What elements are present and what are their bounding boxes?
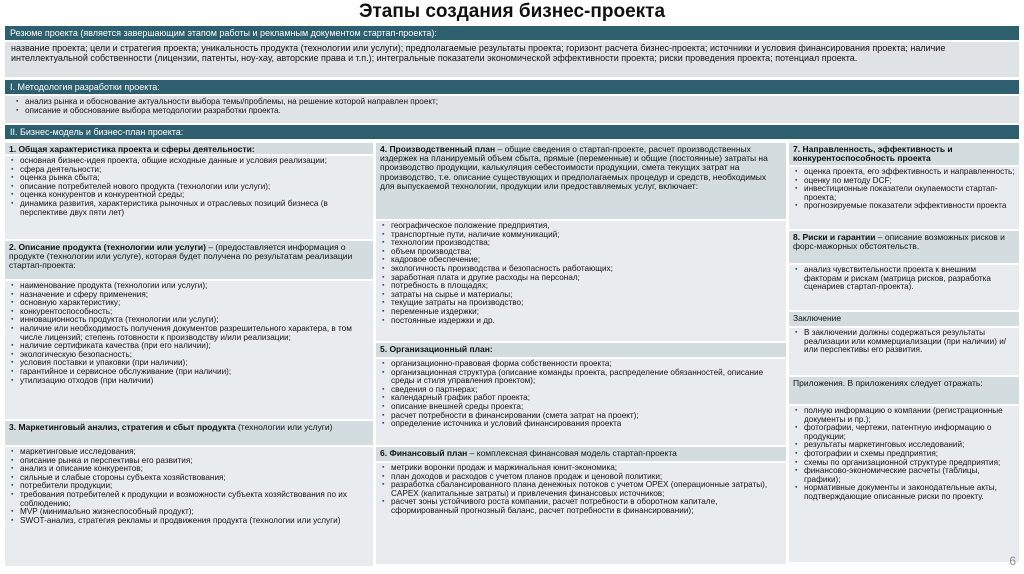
- list-item: ▪ описание потребителей нового продукта (технологии или услуги);: [20, 183, 370, 192]
- list-item: ▪ маркетинговые исследования;: [20, 448, 370, 457]
- list-item: ▪ инновационность продукта (технологии или услуги);: [20, 316, 370, 325]
- list-item: ▪ расчет потребности в финансировании (смета затрат на проект);: [391, 412, 783, 421]
- list-item: ▪ гарантийное и сервисное обслуживание (при наличии);: [20, 368, 370, 377]
- section-7-header: 7. Направленность, эффективность и конкурентоспособность проекта: [789, 143, 1019, 167]
- list-item: ▪ технологии производства;: [391, 239, 783, 248]
- list-item: ▪ оценка рынка сбыта;: [20, 174, 370, 183]
- list-item: ▪ постоянные издержки и др.: [391, 317, 783, 326]
- list-item: ▪ инвестиционные показатели окупаемости стартап-проекта;: [804, 185, 1016, 202]
- section-2-body: [5, 281, 373, 421]
- list-item: ▪ описание внешней среды проекта;: [391, 403, 783, 412]
- appendix-body: [789, 406, 1019, 564]
- list-item: ▪ наличие сертификата качества (при его наличии);: [20, 342, 370, 351]
- list-item: ▪ требования потребителей к продукции и возможности субъекта хозяйствования по их соблюдению;: [20, 491, 370, 508]
- list-item: ▪ описание рынка и перспективы его развития;: [20, 457, 370, 466]
- methodology-header: I. Методология разработки проекта:: [5, 80, 1019, 94]
- list-item: ▪ расчет зоны устойчивого роста компании, расчет потребности в оборотном капитале, сформированный прогнозный баланс, расчет потребности в финансировании);: [391, 498, 783, 515]
- section-6-header: 6. Финансовый план – комплексная финансовая модель стартап-проекта: [376, 447, 786, 463]
- list-item: ▪ динамика развития, характеристика рыночных и отраслевых позиций бизнеса (в перспективе двух пяти лет): [20, 200, 370, 217]
- section-1-header: 1. Общая характеристика проекта и сферы деятельности:: [5, 143, 373, 156]
- column-2: [376, 143, 786, 574]
- list-item: ▪ анализ чувствительности проекта к внешним факторам и рискам (матрица рисков, разработка сценариев стартап-проекта).: [804, 266, 1016, 292]
- list-item: ▪ прогнозируемые показатели эффективности проекта: [804, 202, 1016, 211]
- list-item: ▪ фотографии и схемы предприятия;: [804, 450, 1016, 459]
- list-item: ▪ объем производства;: [391, 248, 783, 257]
- conclusion-body: [789, 328, 1019, 377]
- list-item: ▪ экологическую безопасность;: [20, 351, 370, 360]
- section-8-body: [789, 265, 1019, 312]
- page-number: 6: [1009, 554, 1016, 568]
- list-item: ▪ утилизацию отходов (при наличии): [20, 377, 370, 386]
- list-item: ▪ календарный график работ проекта;: [391, 394, 783, 403]
- list-item: ▪ основная бизнес-идея проекта, общие исходные данные и условия реализации;: [20, 157, 370, 166]
- section-3-body: [5, 447, 373, 568]
- section-7-body: [789, 167, 1019, 231]
- resume-text: название проекта; цели и стратегия проекта; уникальность продукта (технологии или услуги); предполагаемые результаты проекта; горизонт расчета бизнес-проекта; источники и условия финансирования проекта; наличие интеллектуальной собственности (лицензии, патенты, ноу-хау, авторские права и т.п.); интегральные показатели экономической эффективности проекта; риски проведения проекта; потенциал проекта.: [5, 42, 1019, 77]
- list-item: ▪ анализ и описание конкурентов;: [20, 465, 370, 474]
- list-item: ▪ оценка проекта, его эффективность и направленность;: [804, 168, 1016, 177]
- section-4-header: 4. Производственный план – общие сведения о стартап-проекте, расчет производственных издержек на планируемый объем сбыта, прямые (переменные) и общие (постоянные) затраты на производство продукции, калькуляция себестоимости продукции, смета текущих затрат на производство, т.е. описание существующих и предполагаемых процедур и средств, необходимых для выпускаемой технологии, продукции или предоставляемых услуг, включает:: [376, 143, 786, 221]
- section-1-body: [5, 156, 373, 241]
- section-2-header: 2. Описание продукта (технологии или услуги) – (предоставляется информация о продукте (технологии или услуге), которая будет получена по результатам реализации стартап-проекта:: [5, 241, 373, 281]
- list-item: ▪ результаты маркетинговых исследований;: [804, 441, 1016, 450]
- list-item: ▪ сфера деятельности;: [20, 166, 370, 175]
- list-item: ▪ SWOT-анализ, стратегия рекламы и продвижения продукта (технологии или услуги): [20, 517, 370, 526]
- list-item: ▪ сильные и слабые стороны субъекта хозяйствования;: [20, 474, 370, 483]
- section-5-body: [376, 359, 786, 447]
- column-3: [789, 143, 1019, 574]
- list-item: ▪ условия поставки и упаковки (при наличии);: [20, 359, 370, 368]
- list-item: ▪ полную информацию о компании (регистрационные документы и пр.);: [804, 407, 1016, 424]
- list-item: ▪ организационная структура (описание команды проекта, распределение обязанностей, описание среды и стиля управления проектом);: [391, 369, 783, 386]
- list-item: ▪ наличие или необходимость получения документов разрешительного характера, в том числе лицензий; степень готовности к производству и/или реализации;: [20, 325, 370, 342]
- list-item: ▪ финансово-экономические расчеты (таблицы, графики);: [804, 467, 1016, 484]
- list-item: ▪ основную характеристику;: [20, 299, 370, 308]
- list-item: ▪ нормативные документы и законодательные акты, подтверждающие описанные риски по проекту.: [804, 484, 1016, 501]
- list-item: ▪ описание и обоснование выбора методологии разработки проекта.: [25, 107, 1013, 116]
- list-item: ▪ затраты на сырье и материалы;: [391, 291, 783, 300]
- list-item: ▪ заработная плата и другие расходы на персонал;: [391, 274, 783, 283]
- list-item: ▪ транспортные пути, наличие коммуникаций;: [391, 231, 783, 240]
- list-item: ▪ назначение и сферу применения;: [20, 291, 370, 300]
- section-8-header: 8. Риски и гарантии – описание возможных рисков и форс-мажорных обстоятельств.: [789, 231, 1019, 265]
- list-item: ▪ наименование продукта (технологии или услуги);: [20, 282, 370, 291]
- list-item: ▪ текущие затраты на производство;: [391, 299, 783, 308]
- list-item: ▪ схемы по организационной структуре предприятия;: [804, 459, 1016, 468]
- list-item: ▪ оценку по методу DCF;: [804, 177, 1016, 186]
- list-item: ▪ потребность в площадях;: [391, 282, 783, 291]
- section-6-body: [376, 463, 786, 566]
- section-3-header: 3. Маркетинговый анализ, стратегия и сбыт продукта (технологии или услуги): [5, 421, 373, 447]
- list-item: ▪ MVP (минимально жизнеспособный продукт);: [20, 508, 370, 517]
- list-item: ▪ определение источника и условий финансирования проекта: [391, 420, 783, 429]
- list-item: ▪ В заключении должны содержаться результаты реализации или коммерциализации (при наличии) и/или перспективы его развития.: [804, 329, 1016, 355]
- list-item: ▪ кадровое обеспечение;: [391, 256, 783, 265]
- page-title: Этапы создания бизнес-проекта: [358, 1, 666, 22]
- list-item: ▪ анализ рынка и обоснование актуальности выбора темы/проблемы, на решение которой направлен проект;: [25, 98, 1013, 107]
- list-item: ▪ метрики воронки продаж и маржинальная юнит-экономика;: [391, 464, 783, 473]
- list-item: ▪ потребители продукции;: [20, 482, 370, 491]
- list-item: ▪ организационно-правовая форма собственности проекта;: [391, 360, 783, 369]
- list-item: ▪ конкурентоспособность;: [20, 308, 370, 317]
- methodology-list: [5, 96, 1019, 123]
- list-item: ▪ разработка сбалансированного плана денежных потоков с учетом OPEX (операционные затраты), CAPEX (капитальные затраты) и привлечения финансовых источников;: [391, 481, 783, 498]
- section-4-body: [376, 221, 786, 343]
- business-model-header: II. Бизнес-модель и бизнес-план проекта:: [5, 125, 1019, 139]
- resume-header: Резюме проекта (является завершающим этапом работы и рекламным документом стартап-проекта):: [5, 26, 1019, 40]
- list-item: ▪ оценка конкурентов и конкурентной среды;: [20, 191, 370, 200]
- list-item: ▪ план доходов и расходов с учетом планов продаж и ценовой политики;: [391, 473, 783, 482]
- list-item: ▪ географическое положение предприятия,: [391, 222, 783, 231]
- list-item: ▪ переменные издержки;: [391, 308, 783, 317]
- list-item: ▪ сведения о партнерах;: [391, 386, 783, 395]
- list-item: ▪ экологичность производства и безопасность работающих;: [391, 265, 783, 274]
- conclusion-header: Заключение: [789, 312, 1019, 328]
- section-5-header: 5. Организационный план:: [376, 343, 786, 359]
- list-item: ▪ фотографии, чертежи, патентную информацию о продукции;: [804, 424, 1016, 441]
- appendix-header: Приложения. В приложениях следует отражать:: [789, 377, 1019, 406]
- column-1: [5, 143, 373, 574]
